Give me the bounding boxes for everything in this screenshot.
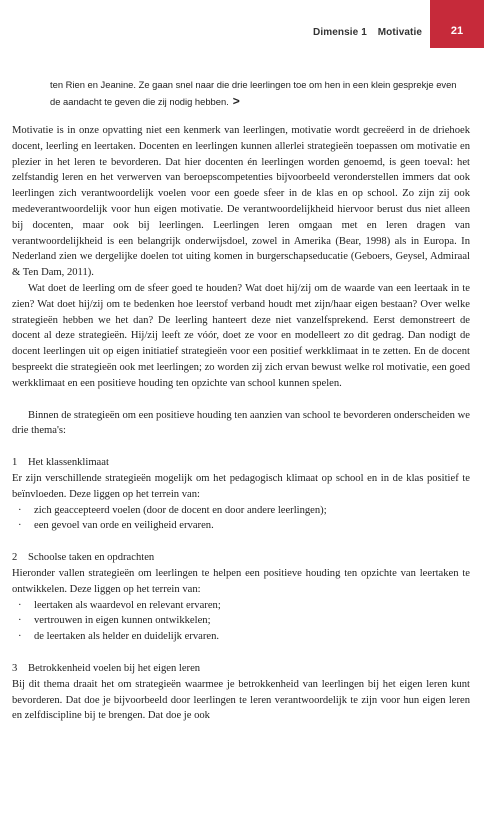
- section-number: 3: [12, 662, 18, 674]
- page-header: [0, 0, 484, 48]
- intro-box: [50, 76, 460, 110]
- intro-box-text: ten Rien en Jeanine. Ze gaan snel naar die drie leerlingen toe om hen in een klein gesprekje even de aandacht te geven die zij nodig hebben.: [50, 79, 457, 107]
- page-number-tab: [430, 0, 484, 48]
- bullet-list: [12, 598, 470, 645]
- page-number: 21: [450, 25, 464, 37]
- section-text: Bij dit thema draait het om strategieën waarmee je betrokkenheid van leerlingen bij het eigen leren kunt bevorderen. Dat doe je bijvoorbeeld door leerlingen te leren verantwoordelijk te zijn voor hun eigen leren en zelfdiscipline bij te brengen. Dat doe je ook: [12, 678, 470, 722]
- list-item: · zich geaccepteerd voelen (door de docent en door andere leerlingen);: [12, 503, 470, 519]
- running-header-chapter: Motivatie: [377, 27, 422, 38]
- running-header: [305, 27, 422, 38]
- section-number: 2: [12, 552, 18, 564]
- list-item: · de leertaken als helder en duidelijk ervaren.: [12, 629, 470, 645]
- section-title: Betrokkenheid voelen bij het eigen leren: [28, 662, 201, 674]
- list-item: · een gevoel van orde en veiligheid ervaren.: [12, 518, 470, 534]
- main-text: [12, 123, 470, 724]
- paragraph: Motivatie is in onze opvatting niet een kenmerk van leerlingen, motivatie wordt gecreëerd in de driehoek docent, leerling en leertaken. Docenten en leerlingen kunnen allerlei strategieën toepassen om motivatie en plezier in het leren te bevorderen. Dat hier docenten én leerlingen worden genoemd, is geen toeval: het zelfstandig leren en het verwerven van beroepscompetenties bijvoorbeeld veronderstellen immers dat ook leerlingen zich verantwoordelijk voelen voor een goede sfeer in de klas en op school. Zo zijn zij ook medeverantwoordelijk voor hun eigen motivatie. De verantwoordelijkheid hiervoor berust dus niet alleen bij docenten, maar ook bij leerlingen. Leerlingen leren omgaan met en leren dragen van verantwoordelijkheid is een belangrijk onderwijsdoel, zowel in Amerika (Bear, 1998) als in Europa. In Nederland zien we dergelijke doelen tot uiting komen in burgerschapseducatie (Geboers, Geysel, Admiraal & Ten Dam, 2011).: [12, 125, 470, 279]
- section-number: 1: [12, 457, 18, 469]
- arrow-icon: >: [232, 94, 240, 108]
- list-item: · leertaken als waardevol en relevant ervaren;: [12, 598, 470, 614]
- section-title: Het klassenklimaat: [28, 457, 109, 469]
- paragraph: Wat doet de leerling om de sfeer goed te houden? Wat doet hij/zij om de waarde van een leertaak in te zien? Wat doet hij/zij om te bedenken hoe leerstof verband houdt met zijn/haar eigen bestaan? Over welke strategieën hebben we het dan? De leerling hanteert deze niet vanzelfsprekend. Eerst demonstreert de docent al deze strategieën. Hij/zij leeft ze vóór, doet ze voor en modelleert zo dit gedrag. Dan nodigt de docent leerlingen uit op eigen initiatief strategieën voor een positief werkklimaat in te zetten. En de docent bespreekt die strategieën ook met leerlingen; zo worden zij zich ervan bewust welke rol motivatie, een goed werkklimaat en een positieve houding ten opzichte van school kunnen spelen.: [12, 282, 470, 389]
- section-heading: [12, 455, 470, 471]
- section-heading: [12, 550, 470, 566]
- section-text: Er zijn verschillende strategieën mogelijk om het pedagogisch klimaat op school en in de klas positief te beïnvloeden. Deze liggen op het terrein van:: [12, 472, 470, 500]
- section-heading: [12, 661, 470, 677]
- list-item: · vertrouwen in eigen kunnen ontwikkelen;: [12, 613, 470, 629]
- paragraph: Binnen de strategieën om een positieve houding ten aanzien van school te bevorderen onderscheiden we drie thema's:: [12, 409, 470, 437]
- bullet-list: [12, 503, 470, 535]
- running-header-section: Dimensie 1: [313, 27, 367, 38]
- section-text: Hieronder vallen strategieën om leerlingen te helpen een positieve houding ten opzichte van leertaken te ontwikkelen. Deze liggen op het terrein van:: [12, 567, 470, 595]
- section-title: Schoolse taken en opdrachten: [28, 552, 155, 564]
